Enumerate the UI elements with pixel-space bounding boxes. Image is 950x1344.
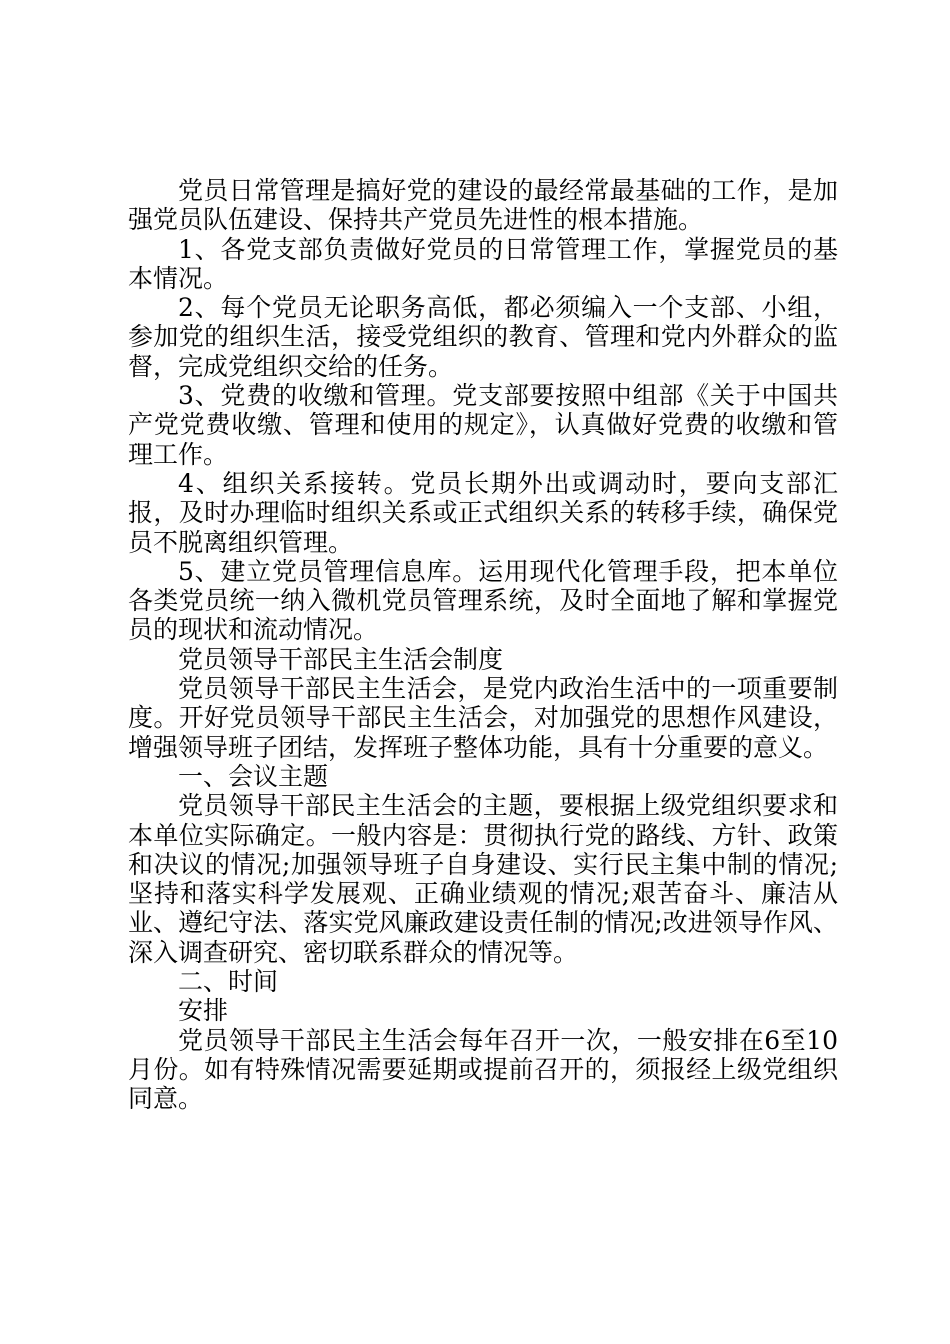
paragraph-schedule: 党员领导干部民主生活会每年召开一次，一般安排在6至10月份。如有特殊情况需要延期或提前召开的，须报经上级党组织同意。 <box>128 1025 838 1114</box>
paragraph-item-5: 5、建立党员管理信息库。运用现代化管理手段，把本单位各类党员统一纳入微机党员管理系统，及时全面地了解和掌握党员的现状和流动情况。 <box>128 556 838 645</box>
heading-time: 二、时间 <box>178 967 279 997</box>
heading-arrangement: 安排 <box>178 996 229 1026</box>
heading-meeting-theme: 一、会议主题 <box>178 761 329 791</box>
paragraph-meeting-theme: 党员领导干部民主生活会的主题，要根据上级党组织要求和本单位实际确定。一般内容是：贯彻执行党的路线、方针、政策和决议的情况;加强领导班子自身建设、实行民主集中制的情况;坚持和落实科学发展观、正确业绩观的情况;艰苦奋斗、廉洁从业、遵纪守法、落实党风廉政建设责任制的情况;改进领导作风、深入调查研究、密切联系群众的情况等。 <box>128 791 838 967</box>
paragraph-item-3: 3、党费的收缴和管理。党支部要按照中组部《关于中国共产党党费收缴、管理和使用的规定》，认真做好党费的收缴和管理工作。 <box>128 381 838 469</box>
document-page <box>128 176 838 1114</box>
paragraph-intro: 党员日常管理是搞好党的建设的最经常最基础的工作，是加强党员队伍建设、保持共产党员先进性的根本措施。 <box>128 176 838 235</box>
paragraph-item-2: 2、每个党员无论职务高低，都必须编入一个支部、小组，参加党的组织生活，接受党组织的教育、管理和党内外群众的监督，完成党组织交给的任务。 <box>128 293 838 381</box>
paragraph-item-4: 4、组织关系接转。党员长期外出或调动时，要向支部汇报，及时办理临时组织关系或正式组织关系的转移手续，确保党员不脱离组织管理。 <box>128 468 838 557</box>
paragraph-item-1: 1、各党支部负责做好党员的日常管理工作，掌握党员的基本情况。 <box>128 234 838 293</box>
paragraph-meeting-intro: 党员领导干部民主生活会，是党内政治生活中的一项重要制度。开好党员领导干部民主生活会，对加强党的思想作风建设，增强领导班子团结，发挥班子整体功能，具有十分重要的意义。 <box>128 674 838 762</box>
section-title-democratic-meeting: 党员领导干部民主生活会制度 <box>178 644 504 674</box>
